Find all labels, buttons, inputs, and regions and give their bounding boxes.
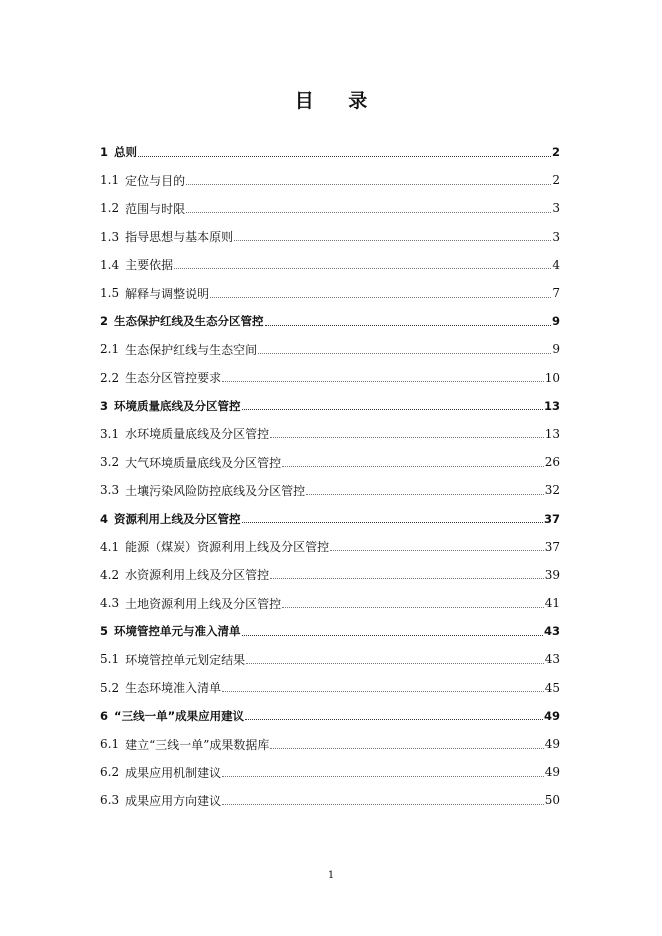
table-of-contents — [100, 138, 560, 815]
toc-entry-number: 1.5 — [100, 286, 120, 301]
toc-leader-dots — [222, 803, 544, 805]
toc-leader-dots — [242, 408, 543, 410]
toc-entry-title: 建立“三线一单”成果数据库 — [125, 737, 270, 752]
toc-section-entry[interactable] — [100, 448, 560, 476]
toc-section-entry[interactable] — [100, 364, 560, 392]
toc-entry-page: 9 — [552, 342, 560, 357]
toc-leader-dots — [234, 239, 551, 241]
toc-entry-page: 3 — [552, 229, 560, 244]
toc-entry-page: 49 — [544, 765, 560, 780]
toc-entry-title: 范围与时限 — [125, 201, 186, 216]
toc-entry-title: 土地资源利用上线及分区管控 — [125, 596, 282, 611]
toc-section-entry[interactable] — [100, 223, 560, 251]
toc-section-entry[interactable] — [100, 561, 560, 589]
toc-entry-title: 资源利用上线及分区管控 — [114, 511, 241, 526]
toc-entry-title: 成果应用方向建议 — [125, 793, 222, 808]
toc-entry-title: 环境管控单元划定结果 — [125, 652, 246, 667]
toc-entry-page: 2 — [552, 173, 560, 188]
toc-section-entry[interactable] — [100, 533, 560, 561]
toc-chapter-entry[interactable] — [100, 617, 560, 645]
page-number: 1 — [327, 870, 335, 881]
toc-entry-number: 5.1 — [100, 652, 120, 667]
toc-leader-dots — [245, 718, 543, 720]
toc-entry-title: 大气环境质量底线及分区管控 — [125, 455, 282, 470]
toc-section-entry[interactable] — [100, 166, 560, 194]
toc-entry-number: 5.2 — [100, 680, 120, 695]
toc-entry-number: 6.2 — [100, 765, 120, 780]
toc-entry-title: 成果应用机制建议 — [125, 765, 222, 780]
toc-leader-dots — [330, 549, 544, 551]
toc-entry-number: 2.2 — [100, 370, 120, 385]
toc-entry-number: 3.1 — [100, 426, 120, 441]
toc-entry-title: 主要依据 — [125, 258, 174, 273]
toc-entry-page: 45 — [544, 680, 560, 695]
toc-section-entry[interactable] — [100, 476, 560, 504]
toc-entry-title: 能源（煤炭）资源利用上线及分区管控 — [125, 540, 330, 555]
toc-section-entry[interactable] — [100, 279, 560, 307]
toc-entry-title: “三线一单”成果应用建议 — [114, 708, 245, 723]
toc-entry-number: 6.3 — [100, 793, 120, 808]
toc-entry-page: 10 — [544, 370, 560, 385]
toc-entry-number: 1.3 — [100, 229, 120, 244]
toc-entry-title: 总则 — [114, 145, 138, 160]
toc-section-entry[interactable] — [100, 645, 560, 673]
toc-leader-dots — [186, 183, 551, 185]
toc-leader-dots — [186, 211, 551, 213]
toc-leader-dots — [282, 465, 544, 467]
toc-entry-number: 4.3 — [100, 596, 120, 611]
toc-entry-title: 水资源利用上线及分区管控 — [125, 568, 270, 583]
toc-section-entry[interactable] — [100, 589, 560, 617]
toc-entry-page: 50 — [544, 793, 560, 808]
toc-leader-dots — [210, 296, 551, 298]
toc-chapter-entry[interactable] — [100, 307, 560, 335]
toc-entry-title: 环境管控单元与准入清单 — [114, 624, 241, 639]
toc-entry-page: 4 — [552, 257, 560, 272]
toc-chapter-entry[interactable] — [100, 392, 560, 420]
toc-entry-number: 1.2 — [100, 201, 120, 216]
toc-section-entry[interactable] — [100, 730, 560, 758]
toc-leader-dots — [246, 662, 544, 664]
toc-section-entry[interactable] — [100, 420, 560, 448]
toc-entry-page: 41 — [544, 596, 560, 611]
toc-leader-dots — [270, 747, 543, 749]
toc-entry-number: 4.2 — [100, 567, 120, 582]
toc-section-entry[interactable] — [100, 251, 560, 279]
toc-entry-number: 2 — [100, 314, 109, 329]
toc-entry-number: 4 — [100, 511, 109, 526]
toc-leader-dots — [242, 521, 543, 523]
toc-entry-title: 土壤污染风险防控底线及分区管控 — [125, 483, 306, 498]
toc-leader-dots — [222, 775, 544, 777]
toc-entry-page: 39 — [544, 567, 560, 582]
toc-entry-title: 生态分区管控要求 — [125, 371, 222, 386]
toc-entry-page: 7 — [552, 286, 560, 301]
toc-entry-title: 生态环境准入清单 — [125, 681, 222, 696]
toc-entry-number: 1.1 — [100, 173, 120, 188]
toc-leader-dots — [258, 352, 551, 354]
toc-entry-number: 1 — [100, 145, 109, 160]
toc-entry-number: 3.2 — [100, 455, 120, 470]
toc-entry-page: 9 — [551, 314, 560, 329]
toc-entry-number: 6.1 — [100, 737, 120, 752]
toc-entry-number: 6 — [100, 708, 109, 723]
toc-entry-title: 生态保护红线与生态空间 — [125, 342, 258, 357]
toc-entry-page: 49 — [544, 737, 560, 752]
toc-entry-page: 26 — [544, 455, 560, 470]
toc-section-entry[interactable] — [100, 758, 560, 786]
toc-chapter-entry[interactable] — [100, 138, 560, 166]
toc-entry-page: 37 — [544, 539, 560, 554]
toc-entry-page: 13 — [543, 398, 560, 413]
toc-section-entry[interactable] — [100, 786, 560, 814]
toc-leader-dots — [222, 690, 544, 692]
toc-leader-dots — [242, 634, 543, 636]
toc-leader-dots — [282, 606, 544, 608]
toc-leader-dots — [174, 267, 551, 269]
toc-entry-page: 2 — [551, 145, 560, 160]
toc-entry-page: 43 — [543, 624, 560, 639]
toc-entry-page: 49 — [543, 708, 560, 723]
toc-section-entry[interactable] — [100, 194, 560, 222]
toc-entry-number: 1.4 — [100, 257, 120, 272]
toc-entry-page: 37 — [543, 511, 560, 526]
toc-entry-number: 2.1 — [100, 342, 120, 357]
toc-entry-page: 32 — [544, 483, 560, 498]
toc-title: 目 录 — [294, 90, 382, 112]
toc-chapter-entry[interactable] — [100, 702, 560, 730]
toc-chapter-entry[interactable] — [100, 504, 560, 532]
toc-entry-number: 5 — [100, 624, 109, 639]
toc-entry-page: 3 — [552, 201, 560, 216]
toc-entry-title: 定位与目的 — [125, 173, 186, 188]
toc-entry-number: 3 — [100, 398, 109, 413]
toc-leader-dots — [270, 577, 544, 579]
toc-leader-dots — [138, 155, 551, 157]
toc-section-entry[interactable] — [100, 335, 560, 363]
toc-entry-number: 3.3 — [100, 483, 120, 498]
toc-entry-page: 13 — [544, 426, 560, 441]
toc-leader-dots — [270, 436, 544, 438]
toc-entry-title: 环境质量底线及分区管控 — [114, 398, 241, 413]
toc-entry-title: 指导思想与基本原则 — [125, 230, 234, 245]
toc-section-entry[interactable] — [100, 674, 560, 702]
toc-leader-dots — [306, 493, 544, 495]
toc-entry-page: 43 — [544, 652, 560, 667]
toc-entry-title: 生态保护红线及生态分区管控 — [114, 314, 264, 329]
toc-leader-dots — [265, 324, 551, 326]
toc-entry-title: 水环境质量底线及分区管控 — [125, 427, 270, 442]
toc-entry-title: 解释与调整说明 — [125, 286, 210, 301]
toc-leader-dots — [222, 380, 544, 382]
toc-entry-number: 4.1 — [100, 539, 120, 554]
